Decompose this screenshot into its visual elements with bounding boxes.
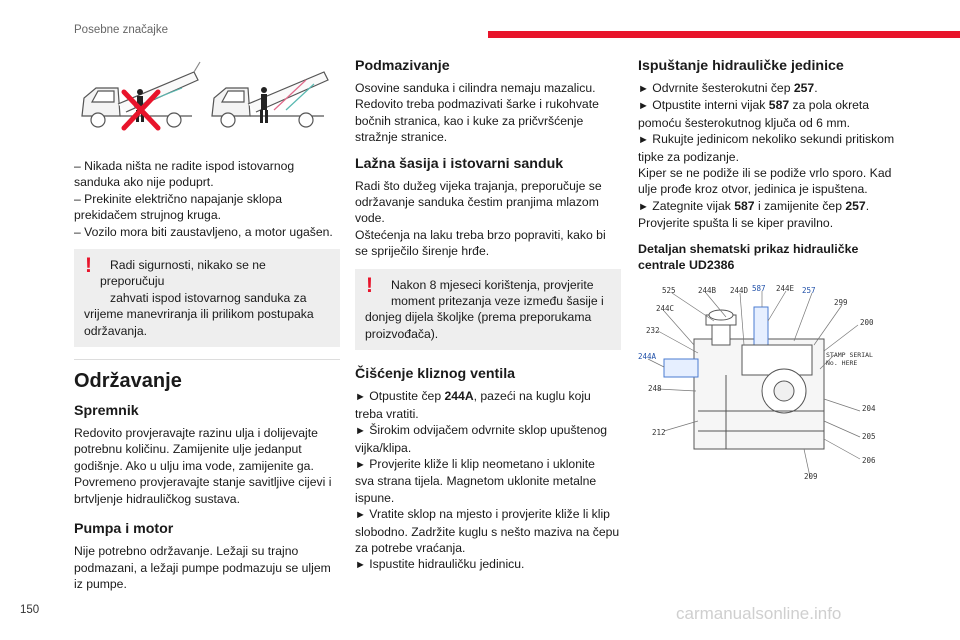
step-text: Odvrnite šesterokutni čep bbox=[652, 81, 794, 95]
arrow-icon: ► bbox=[355, 559, 366, 572]
text-line: godišnje. Ako u ulju ima vode, zamijenite ga. bbox=[74, 458, 314, 473]
warning-box bbox=[74, 249, 340, 347]
section-divider bbox=[74, 359, 340, 360]
paragraph bbox=[355, 178, 621, 260]
arrow-icon: ► bbox=[355, 391, 366, 404]
text-line: podmazani, a ležaji pumpe podmazuju se uljem bbox=[74, 560, 331, 575]
text-line: Povremeno provjeravajte stanje savitljive cijevi i bbox=[74, 475, 332, 490]
column-right bbox=[638, 58, 904, 481]
bullet-line: – Nikada ništa ne radite ispod istovarnog bbox=[74, 159, 295, 173]
steps-list bbox=[638, 80, 904, 232]
bullet-line: prekidačem strujnog kruga. bbox=[74, 208, 221, 223]
subsection-title: Podmazivanje bbox=[355, 58, 450, 74]
step-text: Rukujte jedinicom nekoliko sekundi pritiskom bbox=[652, 132, 895, 147]
subsection-title: Ispuštanje hidrauličke jedinice bbox=[638, 58, 844, 74]
diagram-title bbox=[638, 241, 904, 274]
warning-icon: ! bbox=[366, 273, 373, 297]
part-label: 232 bbox=[646, 326, 660, 336]
part-label: 244A bbox=[638, 352, 657, 362]
part-label: 209 bbox=[804, 472, 818, 482]
part-ref: 257 bbox=[793, 81, 815, 95]
part-ref: 257 bbox=[845, 198, 866, 213]
part-label: 244E bbox=[776, 284, 795, 294]
part-label: 587 bbox=[752, 284, 766, 294]
paragraph bbox=[74, 543, 340, 592]
step-text: vijka/klipa. bbox=[355, 440, 412, 455]
step-line bbox=[355, 422, 621, 439]
step-text: pomoću šesterokutnog ključa od 6 mm. bbox=[638, 115, 851, 130]
warning-text: održavanja. bbox=[84, 323, 148, 338]
warning-box bbox=[355, 269, 621, 351]
part-label: 257 bbox=[802, 286, 816, 296]
step-text: za potrebe vraćanja. bbox=[355, 540, 466, 555]
step-text: i zamijenite čep bbox=[754, 198, 846, 213]
part-label: 299 bbox=[834, 298, 848, 308]
diagram-title-line: Detaljan shematski prikaz hidrauličke bbox=[638, 241, 859, 256]
part-label: 212 bbox=[652, 428, 666, 438]
subsection-title: Čišćenje kliznog ventila bbox=[355, 366, 516, 383]
part-label: 200 bbox=[860, 318, 874, 328]
part-ref: 244A bbox=[444, 389, 474, 404]
arrow-icon: ► bbox=[638, 200, 649, 213]
step-text: Provjerite kliže li klip neometano i uklonite bbox=[369, 456, 595, 471]
section-title: Održavanje bbox=[74, 370, 182, 393]
step-text: Kiper se ne podiže ili se podiže vrlo sporo. Kad bbox=[638, 166, 892, 181]
part-label: 205 bbox=[862, 432, 876, 442]
bullet-line: sanduka ako nije poduprt. bbox=[74, 175, 214, 190]
person-standing-right bbox=[260, 87, 268, 123]
step-text: . bbox=[814, 81, 818, 95]
column-middle bbox=[355, 58, 621, 583]
step-line bbox=[638, 80, 904, 97]
warning-text: zahvati ispod istovarnog sanduka za bbox=[110, 290, 307, 305]
step-line bbox=[638, 97, 904, 114]
diagram-title-line: centrale UD2386 bbox=[638, 258, 735, 273]
text-line: se spriječilo širenje hrđe. bbox=[355, 244, 490, 259]
step-text: ulje prođe kroz otvor, jedinica je ispuštena. bbox=[638, 182, 868, 197]
text-line: brtvljenje hidrauličkog sustava. bbox=[74, 491, 240, 506]
part-label: 204 bbox=[862, 404, 876, 414]
text-line: iz pumpe. bbox=[74, 576, 127, 591]
warning-text: donjeg dijela školjke (prema preporukama bbox=[365, 310, 592, 325]
column-left bbox=[74, 58, 340, 601]
running-header: Posebne značajke bbox=[74, 24, 168, 36]
paragraph bbox=[74, 425, 340, 507]
step-line bbox=[355, 388, 621, 405]
step-text: Ispustite hidrauličku jedinicu. bbox=[369, 557, 525, 572]
hydraulic-unit-diagram bbox=[634, 281, 884, 481]
arrow-icon: ► bbox=[638, 134, 649, 147]
arrow-icon: ► bbox=[355, 425, 366, 438]
step-line bbox=[355, 506, 621, 523]
text-line: održavanje sanduka čestim pranjima mlazom bbox=[355, 195, 599, 210]
text-line: Redovito provjeravajte razinu ulja i dolijevajte bbox=[74, 426, 318, 441]
arrow-icon: ► bbox=[355, 458, 366, 471]
bullet-line: – Vozilo mora biti zaustavljeno, a motor ugašen. bbox=[74, 224, 333, 239]
page-number: 150 bbox=[20, 604, 40, 616]
arrow-icon: ► bbox=[638, 100, 649, 113]
step-text: slobodno. Zadržite kuglu s nešto maziva na čepu bbox=[355, 524, 620, 539]
hydraulic-body bbox=[664, 307, 824, 449]
text-line: vode. bbox=[355, 211, 385, 226]
step-line bbox=[638, 198, 904, 215]
part-ref: 587 bbox=[734, 198, 755, 213]
paragraph bbox=[355, 80, 621, 146]
text-line: Radi što dužeg vijeka trajanja, preporučuje se bbox=[355, 178, 602, 193]
text-line: bočnih stranica, kao i kuke za pričvršćenje bbox=[355, 113, 584, 128]
subsection-title: Pumpa i motor bbox=[74, 521, 174, 538]
text-line: Osovine sanduka i cilindra nemaju mazalicu. bbox=[355, 81, 596, 95]
steps-list bbox=[355, 388, 621, 573]
warning-text: proizvođača). bbox=[365, 326, 439, 341]
step-text: tipke za podizanje. bbox=[638, 149, 739, 164]
part-label: 244B bbox=[698, 286, 717, 296]
part-label: 248 bbox=[648, 384, 662, 394]
step-text: . bbox=[865, 198, 870, 213]
step-line bbox=[355, 456, 621, 473]
bullet-line: – Prekinite električno napajanje sklopa bbox=[74, 191, 282, 206]
subsection-title: Lažna šasija i istovarni sanduk bbox=[355, 155, 564, 172]
step-text: Otpustite interni vijak bbox=[652, 98, 769, 113]
text-line: Oštećenja na laku treba brzo popraviti, kako bi bbox=[355, 227, 606, 242]
step-text: Širokim odvijačem odvrnite sklop upuštenog bbox=[369, 423, 608, 438]
warning-text: moment pritezanja veze između šasije i bbox=[391, 294, 604, 309]
step-text: , pazeći na kuglu koju bbox=[473, 389, 591, 404]
step-text: treba vratiti. bbox=[355, 406, 419, 421]
part-label: 206 bbox=[862, 456, 876, 466]
watermark: carmanualsonline.info bbox=[676, 604, 842, 623]
warning-text: Nakon 8 mjeseci korištenja, provjerite bbox=[391, 277, 594, 292]
step-line bbox=[638, 131, 904, 148]
warning-icon: ! bbox=[85, 254, 92, 278]
text-line: potrebnu količinu. Zamijenite ulje jedanput bbox=[74, 442, 302, 457]
text-line: Nije potrebno održavanje. Ležaji su trajno bbox=[74, 544, 299, 559]
step-text: ispune. bbox=[355, 490, 395, 505]
part-ref: 587 bbox=[768, 98, 790, 113]
step-text: Zategnite vijak bbox=[652, 198, 735, 213]
subsection-title: Spremnik bbox=[74, 403, 139, 420]
step-text: Otpustite čep bbox=[369, 389, 445, 404]
step-text: sva strana tijela. Magnetom uklonite metalne bbox=[355, 474, 597, 489]
truck-right-figure bbox=[212, 72, 328, 127]
step-text: Vratite sklop na mjesto i provjerite kliže li klip bbox=[369, 507, 610, 522]
text-line: Redovito treba podmazivati šarke i rukohvate bbox=[355, 97, 599, 112]
part-label: 525 bbox=[662, 286, 676, 296]
step-text: Provjerite spušta li se kiper pravilno. bbox=[638, 216, 834, 231]
stamp-label: STAMP SERIAL bbox=[826, 351, 873, 360]
arrow-icon: ► bbox=[355, 509, 366, 522]
warning-text: Radi sigurnosti, nikako se ne preporučuju bbox=[100, 258, 266, 289]
part-label: 244C bbox=[656, 304, 675, 314]
step-text: za pola okreta bbox=[789, 98, 870, 113]
header-accent-bar bbox=[488, 31, 960, 38]
stamp-label: No. HERE bbox=[826, 359, 858, 368]
part-label: 244D bbox=[730, 286, 749, 296]
tipper-truck-illustration bbox=[74, 58, 330, 144]
step-line bbox=[355, 556, 621, 573]
safety-bullets bbox=[74, 158, 340, 240]
text-line: stražnje stranice. bbox=[355, 130, 448, 145]
arrow-icon: ► bbox=[638, 83, 649, 95]
warning-text: vrijeme manevriranja ili prilikom postupaka bbox=[84, 307, 314, 322]
